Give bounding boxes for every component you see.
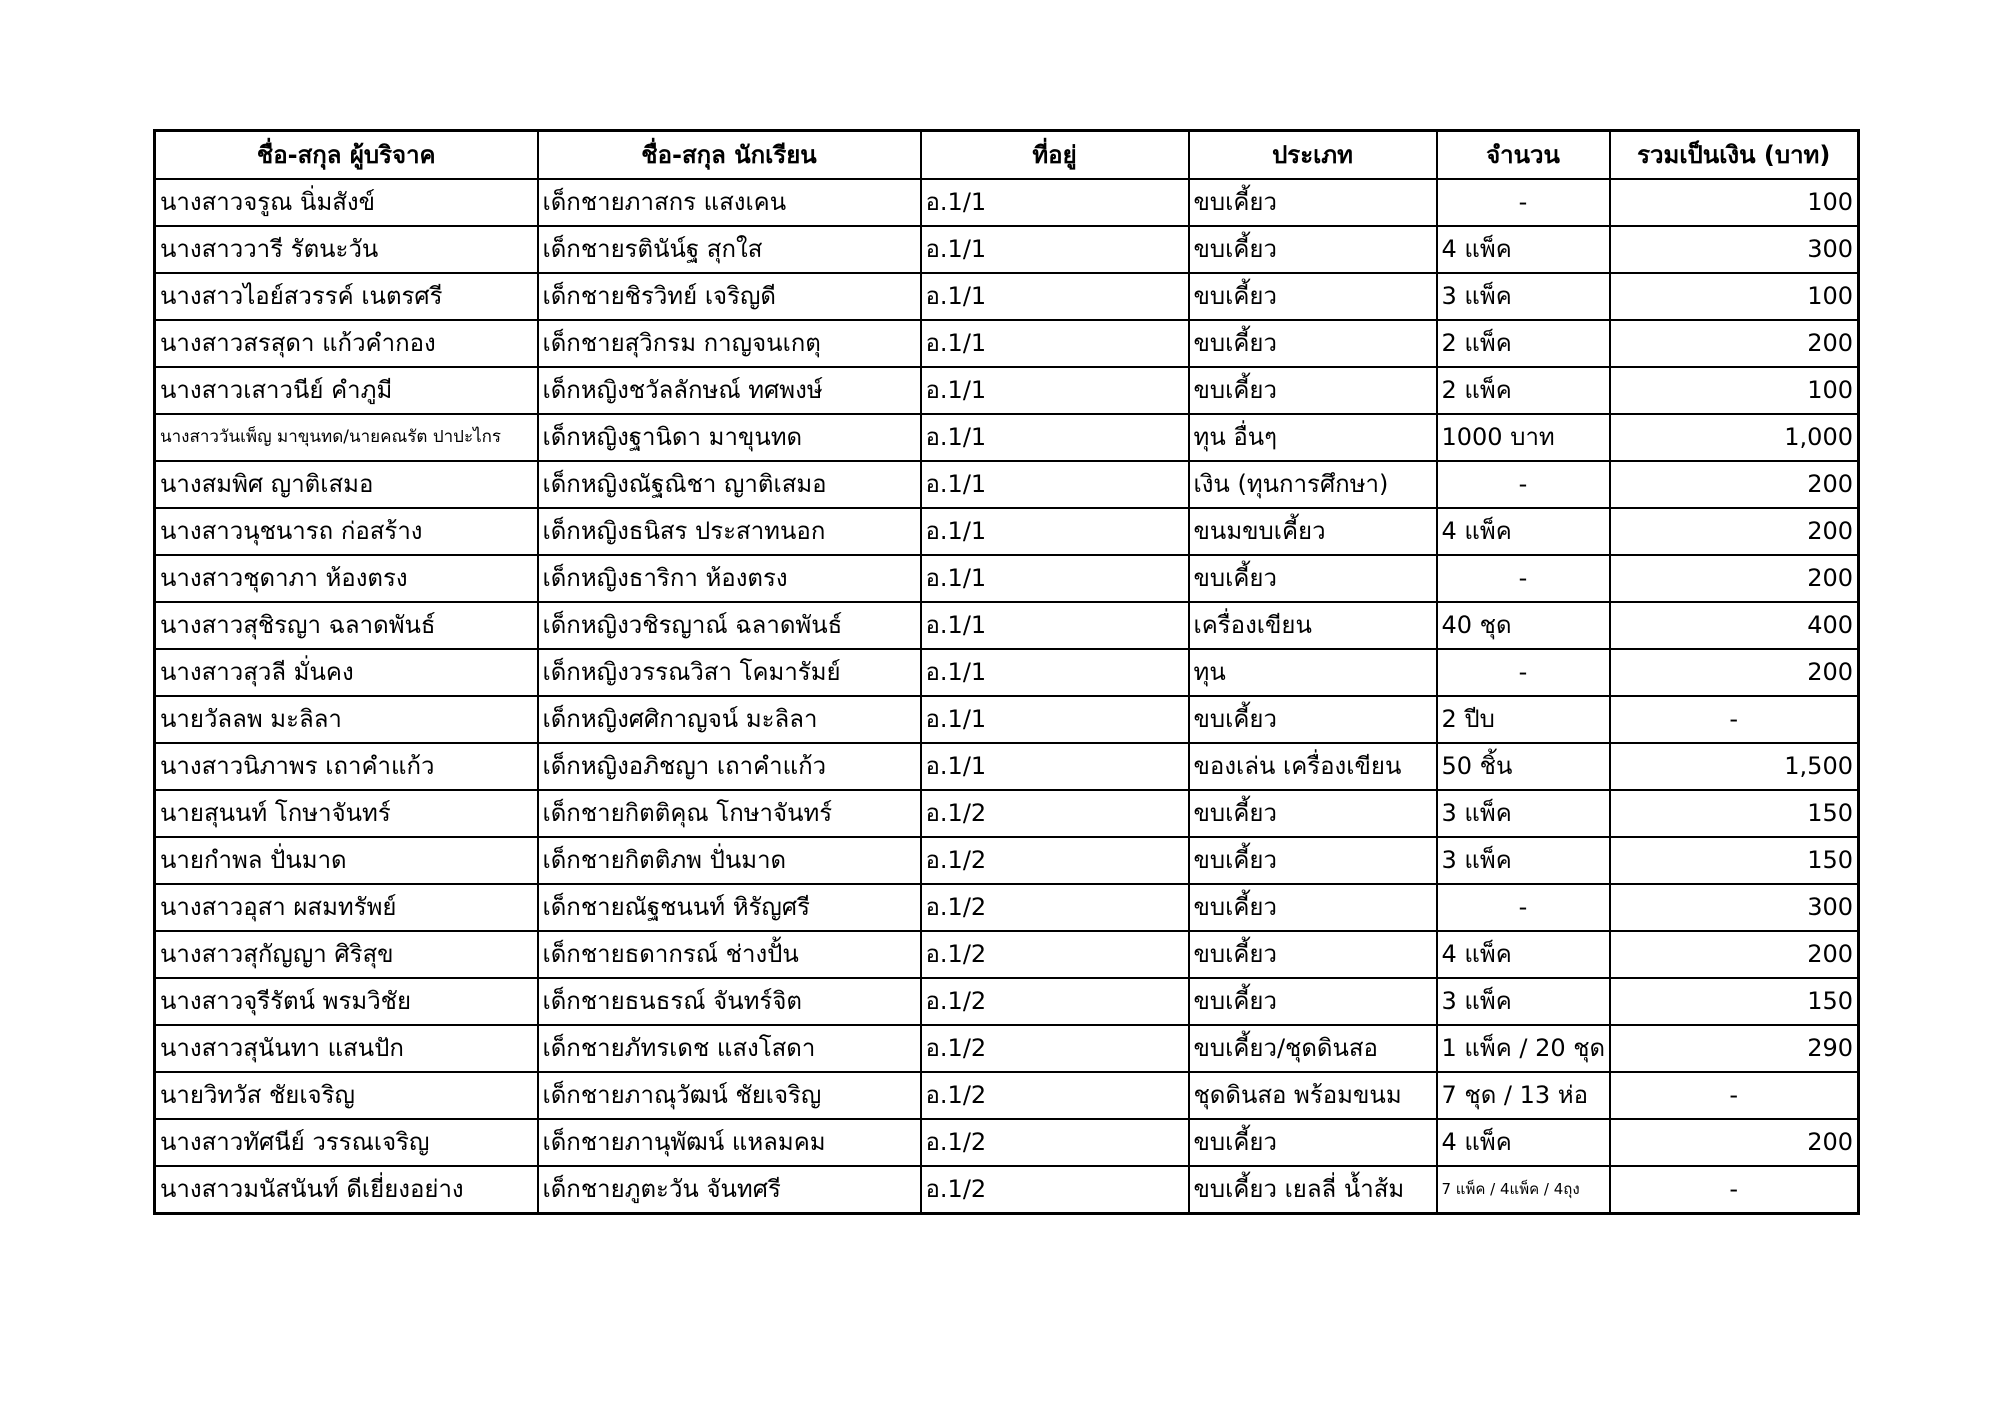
header-address: ที่อยู่ (921, 131, 1189, 180)
address-cell: อ.1/1 (921, 649, 1189, 696)
table-header-row (155, 131, 1859, 180)
total-cell: 1,500 (1610, 743, 1859, 790)
total-cell: 300 (1610, 226, 1859, 273)
quantity-cell: 1 แพ็ค / 20 ชุด (1437, 1025, 1610, 1072)
address-cell: อ.1/2 (921, 790, 1189, 837)
type-cell: ขบเคี้ยว (1189, 884, 1437, 931)
table-row (155, 1119, 1859, 1166)
total-cell: 200 (1610, 461, 1859, 508)
donor-name-cell: นายวิทวัส ชัยเจริญ (155, 1072, 538, 1119)
table-row (155, 743, 1859, 790)
student-name-cell: เด็กหญิงชวัลลักษณ์ ทศพงษ์ (538, 367, 921, 414)
total-cell: 150 (1610, 978, 1859, 1025)
address-cell: อ.1/1 (921, 555, 1189, 602)
donor-name-cell: นางสาวสรสุดา แก้วคำกอง (155, 320, 538, 367)
address-cell: อ.1/1 (921, 226, 1189, 273)
type-cell: ขบเคี้ยว (1189, 226, 1437, 273)
table-row (155, 884, 1859, 931)
donor-name-cell: นางสาวนิภาพร เถาคำแก้ว (155, 743, 538, 790)
type-cell: ขบเคี้ยว (1189, 978, 1437, 1025)
address-cell: อ.1/1 (921, 743, 1189, 790)
quantity-cell: - (1437, 884, 1610, 931)
type-cell: ทุน อื่นๆ (1189, 414, 1437, 461)
table-row (155, 226, 1859, 273)
student-name-cell: เด็กชายกิตติภพ ปั่นมาด (538, 837, 921, 884)
type-cell: ขบเคี้ยว (1189, 1119, 1437, 1166)
address-cell: อ.1/1 (921, 320, 1189, 367)
address-cell: อ.1/2 (921, 931, 1189, 978)
table-row (155, 931, 1859, 978)
quantity-cell: 1000 บาท (1437, 414, 1610, 461)
quantity-cell: 40 ชุด (1437, 602, 1610, 649)
quantity-cell: 7 ชุด / 13 ห่อ (1437, 1072, 1610, 1119)
table-row (155, 790, 1859, 837)
quantity-cell: 2 ปีบ (1437, 696, 1610, 743)
total-cell: 200 (1610, 931, 1859, 978)
total-cell: 200 (1610, 320, 1859, 367)
type-cell: ขบเคี้ยว (1189, 790, 1437, 837)
donor-name-cell: นางสาวจุรีรัตน์ พรมวิชัย (155, 978, 538, 1025)
table-row (155, 1072, 1859, 1119)
donor-name-cell: นางสาวชุดาภา ห้องตรง (155, 555, 538, 602)
address-cell: อ.1/2 (921, 1119, 1189, 1166)
donor-name-cell: นางสาวไอย์สวรรค์ เนตรศรี (155, 273, 538, 320)
student-name-cell: เด็กชายธดากรณ์ ช่างปั้น (538, 931, 921, 978)
student-name-cell: เด็กชายกิตติคุณ โกษาจันทร์ (538, 790, 921, 837)
donor-name-cell: นางสมพิศ ญาติเสมอ (155, 461, 538, 508)
total-cell: - (1610, 1166, 1859, 1214)
address-cell: อ.1/2 (921, 1166, 1189, 1214)
table-row (155, 1166, 1859, 1214)
table-row (155, 649, 1859, 696)
total-cell: 200 (1610, 508, 1859, 555)
address-cell: อ.1/2 (921, 1072, 1189, 1119)
address-cell: อ.1/1 (921, 461, 1189, 508)
donor-name-cell: นางสาวมนัสนันท์ ดีเยี่ยงอย่าง (155, 1166, 538, 1214)
donor-name-cell: นางสาวเสาวนีย์ คำภูมี (155, 367, 538, 414)
type-cell: ขบเคี้ยว (1189, 320, 1437, 367)
donor-name-cell: นางสาวจรูณ นิ่มสังข์ (155, 179, 538, 226)
total-cell: 300 (1610, 884, 1859, 931)
header-total: รวมเป็นเงิน (บาท) (1610, 131, 1859, 180)
student-name-cell: เด็กชายภัทรเดช แสงโสดา (538, 1025, 921, 1072)
donation-table (153, 129, 1860, 1215)
table-row (155, 461, 1859, 508)
donor-name-cell: นางสาวสุวลี มั่นคง (155, 649, 538, 696)
quantity-cell: 7 แพ็ค / 4แพ็ค / 4ถุง (1437, 1166, 1610, 1214)
total-cell: 100 (1610, 179, 1859, 226)
student-name-cell: เด็กชายภูตะวัน จันทศรี (538, 1166, 921, 1214)
table-row (155, 978, 1859, 1025)
total-cell: - (1610, 696, 1859, 743)
quantity-cell: 3 แพ็ค (1437, 978, 1610, 1025)
donor-name-cell: นางสาวสุนันทา แสนปัก (155, 1025, 538, 1072)
donor-name-cell: นางสาววารี รัตนะวัน (155, 226, 538, 273)
donor-name-cell: นายสุนนท์ โกษาจันทร์ (155, 790, 538, 837)
address-cell: อ.1/1 (921, 696, 1189, 743)
quantity-cell: 3 แพ็ค (1437, 790, 1610, 837)
type-cell: ขนมขบเคี้ยว (1189, 508, 1437, 555)
address-cell: อ.1/1 (921, 367, 1189, 414)
donor-name-cell: นางสาวทัศนีย์ วรรณเจริญ (155, 1119, 538, 1166)
donor-name-cell: นางสาววันเพ็ญ มาขุนทด/นายคณรัต ปาปะไกร (155, 414, 538, 461)
student-name-cell: เด็กชายภานุพัฒน์ แหลมคม (538, 1119, 921, 1166)
type-cell: ขบเคี้ยว (1189, 837, 1437, 884)
student-name-cell: เด็กชายธนธรณ์ จันทร์จิต (538, 978, 921, 1025)
quantity-cell: 4 แพ็ค (1437, 226, 1610, 273)
type-cell: ขบเคี้ยว (1189, 696, 1437, 743)
type-cell: ขบเคี้ยว เยลลี่ น้ำส้ม (1189, 1166, 1437, 1214)
header-type: ประเภท (1189, 131, 1437, 180)
table-row (155, 696, 1859, 743)
total-cell: 400 (1610, 602, 1859, 649)
table-row (155, 320, 1859, 367)
table-row (155, 602, 1859, 649)
student-name-cell: เด็กหญิงวรรณวิสา โคมารัมย์ (538, 649, 921, 696)
student-name-cell: เด็กชายชิรวิทย์ เจริญดี (538, 273, 921, 320)
quantity-cell: 4 แพ็ค (1437, 508, 1610, 555)
total-cell: 1,000 (1610, 414, 1859, 461)
type-cell: ขบเคี้ยว (1189, 931, 1437, 978)
donor-name-cell: นายกำพล ปั่นมาด (155, 837, 538, 884)
header-quantity: จำนวน (1437, 131, 1610, 180)
type-cell: ขบเคี้ยว (1189, 367, 1437, 414)
student-name-cell: เด็กหญิงอภิชญา เถาคำแก้ว (538, 743, 921, 790)
quantity-cell: - (1437, 649, 1610, 696)
type-cell: ของเล่น เครื่องเขียน (1189, 743, 1437, 790)
address-cell: อ.1/2 (921, 837, 1189, 884)
type-cell: ชุดดินสอ พร้อมขนม (1189, 1072, 1437, 1119)
type-cell: ขบเคี้ยว (1189, 179, 1437, 226)
table-row (155, 1025, 1859, 1072)
quantity-cell: - (1437, 461, 1610, 508)
donor-name-cell: นางสาวนุชนารถ ก่อสร้าง (155, 508, 538, 555)
address-cell: อ.1/2 (921, 978, 1189, 1025)
student-name-cell: เด็กชายสุวิกรม กาญจนเกตุ (538, 320, 921, 367)
student-name-cell: เด็กชายภาสกร แสงเคน (538, 179, 921, 226)
student-name-cell: เด็กชายภาณุวัฒน์ ชัยเจริญ (538, 1072, 921, 1119)
student-name-cell: เด็กชายณัฐชนนท์ หิรัญศรี (538, 884, 921, 931)
quantity-cell: - (1437, 555, 1610, 602)
total-cell: 200 (1610, 649, 1859, 696)
address-cell: อ.1/2 (921, 1025, 1189, 1072)
student-name-cell: เด็กชายรตินัน์ฐ สุกใส (538, 226, 921, 273)
quantity-cell: 3 แพ็ค (1437, 273, 1610, 320)
quantity-cell: 4 แพ็ค (1437, 931, 1610, 978)
address-cell: อ.1/1 (921, 273, 1189, 320)
address-cell: อ.1/1 (921, 179, 1189, 226)
student-name-cell: เด็กหญิงธาริกา ห้องตรง (538, 555, 921, 602)
table-row (155, 555, 1859, 602)
table-row (155, 179, 1859, 226)
header-student-name: ชื่อ-สกุล นักเรียน (538, 131, 921, 180)
donor-name-cell: นางสาวอุสา ผสมทรัพย์ (155, 884, 538, 931)
total-cell: 100 (1610, 273, 1859, 320)
table-row (155, 367, 1859, 414)
total-cell: 150 (1610, 790, 1859, 837)
type-cell: ขบเคี้ยว (1189, 555, 1437, 602)
total-cell: 290 (1610, 1025, 1859, 1072)
donor-name-cell: นางสาวสุกัญญา ศิริสุข (155, 931, 538, 978)
type-cell: ขบเคี้ยว (1189, 273, 1437, 320)
quantity-cell: 4 แพ็ค (1437, 1119, 1610, 1166)
type-cell: ขบเคี้ยว/ชุดดินสอ (1189, 1025, 1437, 1072)
address-cell: อ.1/1 (921, 414, 1189, 461)
table-row (155, 414, 1859, 461)
table-row (155, 273, 1859, 320)
table-row (155, 508, 1859, 555)
header-donor-name: ชื่อ-สกุล ผู้บริจาค (155, 131, 538, 180)
total-cell: 100 (1610, 367, 1859, 414)
quantity-cell: 50 ชิ้น (1437, 743, 1610, 790)
student-name-cell: เด็กหญิงวชิรญาณ์ ฉลาดพันธ์ (538, 602, 921, 649)
type-cell: เครื่องเขียน (1189, 602, 1437, 649)
student-name-cell: เด็กหญิงธนิสร ประสาทนอก (538, 508, 921, 555)
quantity-cell: 2 แพ็ค (1437, 320, 1610, 367)
total-cell: 200 (1610, 1119, 1859, 1166)
table-body (155, 179, 1859, 1214)
address-cell: อ.1/1 (921, 508, 1189, 555)
donor-name-cell: นายวัลลพ มะลิลา (155, 696, 538, 743)
total-cell: - (1610, 1072, 1859, 1119)
quantity-cell: - (1437, 179, 1610, 226)
type-cell: ทุน (1189, 649, 1437, 696)
quantity-cell: 2 แพ็ค (1437, 367, 1610, 414)
student-name-cell: เด็กหญิงศศิกาญจน์ มะลิลา (538, 696, 921, 743)
quantity-cell: 3 แพ็ค (1437, 837, 1610, 884)
address-cell: อ.1/2 (921, 884, 1189, 931)
donor-name-cell: นางสาวสุชิรญา ฉลาดพันธ์ (155, 602, 538, 649)
total-cell: 150 (1610, 837, 1859, 884)
student-name-cell: เด็กหญิงฐานิดา มาขุนทด (538, 414, 921, 461)
type-cell: เงิน (ทุนการศึกษา) (1189, 461, 1437, 508)
student-name-cell: เด็กหญิงณัฐณิชา ญาติเสมอ (538, 461, 921, 508)
total-cell: 200 (1610, 555, 1859, 602)
address-cell: อ.1/1 (921, 602, 1189, 649)
table-row (155, 837, 1859, 884)
